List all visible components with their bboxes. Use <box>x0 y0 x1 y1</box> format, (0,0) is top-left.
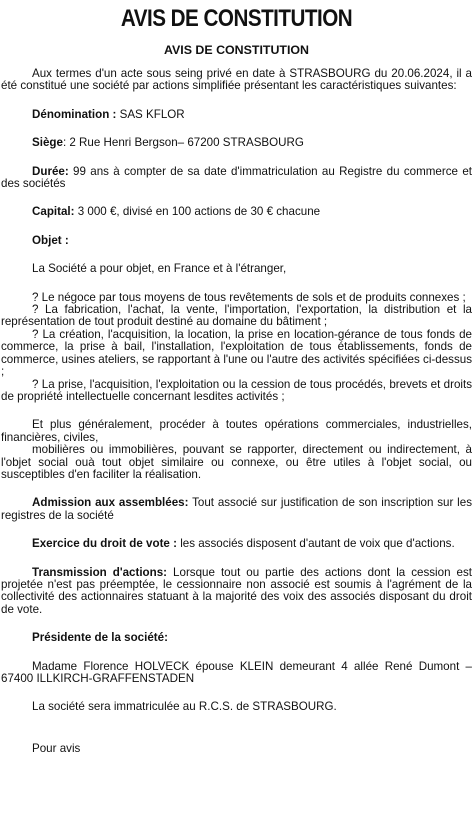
objet-item: ? La fabrication, l'achat, la vente, l'importation, l'exportation, la distribution et la représentation de tout produit destiné au domaine du bâtiment ; <box>1 303 472 329</box>
capital-label: Capital: <box>32 205 75 219</box>
presidente-label: Présidente de la société: <box>32 631 168 645</box>
transmission-paragraph <box>1 567 472 617</box>
transmission-value: Lorsque tout ou partie des actions dont la cession est projetée n'est pas préemptée, le cessionnaire non associé est soumis à l'agrément de la collectivité des actionnaires statuant à la majorité des voix des associés disposant du droit de vote. <box>1 565 472 616</box>
admission-label: Admission aux assemblées: <box>32 496 189 510</box>
closing-line: Pour avis <box>32 741 81 755</box>
duree-label: Durée: <box>32 164 69 178</box>
vote-value: les associés disposent d'autant de voix que d'actions. <box>176 537 455 551</box>
duree-value: 99 ans à compter de sa date d'immatriculation au Registre du commerce et des sociétés <box>1 164 472 191</box>
sub-title: AVIS DE CONSTITUTION <box>163 43 310 57</box>
objet-item: ? La prise, l'acquisition, l'exploitation ou la cession de tous procédés, brevets et droits de propriété intellectuelle concernant lesdites activités ; <box>1 377 472 403</box>
denomination-label: Dénomination : <box>32 107 117 121</box>
rcs-line: La société sera immatriculée au R.C.S. de STRASBOURG. <box>32 700 337 714</box>
duree-paragraph <box>1 166 472 191</box>
siege-value: : 2 Rue Henri Bergson– 67200 STRASBOURG <box>62 136 304 150</box>
objet-item: ? Le négoce par tous moyens de tous revêtements de sols et de produits connexes ; <box>32 290 466 304</box>
denomination-value: SAS KFLOR <box>116 107 185 121</box>
capital-line <box>1 206 472 218</box>
siege-line <box>1 137 472 149</box>
objet-general-1: Et plus généralement, procéder à toutes opérations commerciales, industrielles, financières, civiles, <box>1 418 472 444</box>
vote-label: Exercice du droit de vote : <box>32 537 177 551</box>
objet-general-2: mobilières ou immobilières, pouvant se rapporter, directement ou indirectement, à l'objet social ouà tout objet similaire ou connexe, ou être utiles à l'objet social, ou susceptibles d'en faciliter la réalisation. <box>1 443 472 481</box>
admission-value: Tout associé sur justification de son inscription sur les registres de la société <box>1 496 472 522</box>
transmission-label: Transmission d'actions: <box>32 565 168 579</box>
objet-label: Objet : <box>32 233 69 247</box>
capital-value: 3 000 €, divisé en 100 actions de 30 € chacune <box>74 205 321 219</box>
denomination-line <box>1 109 472 121</box>
intro-paragraph: Aux termes d'un acte sous seing privé en date à STRASBOURG du 20.06.2024, il a été constitué une société par actions simplifiée présentant les caractéristiques suivantes: <box>1 67 472 93</box>
objet-item: ? La création, l'acquisition, la location, la prise en location-gérance de tous fonds de commerce, la prise à bail, l'installation, l'exploitation de tous établissements, fonds de commerce, usines ateliers, se rapportant à l'une ou l'autre des activités spécifiées ci-dessus ; <box>1 327 472 379</box>
main-title: AVIS DE CONSTITUTION <box>120 5 353 32</box>
objet-lead: La Société a pour objet, en France et à l'étranger, <box>32 262 287 276</box>
siege-label: Siège <box>32 136 63 150</box>
vote-paragraph <box>1 538 472 550</box>
admission-paragraph <box>1 497 472 522</box>
presidente-value: Madame Florence HOLVECK épouse KLEIN demeurant 4 allée René Dumont – 67400 ILLKIRCH-GRAFFENSTADEN <box>1 659 472 685</box>
